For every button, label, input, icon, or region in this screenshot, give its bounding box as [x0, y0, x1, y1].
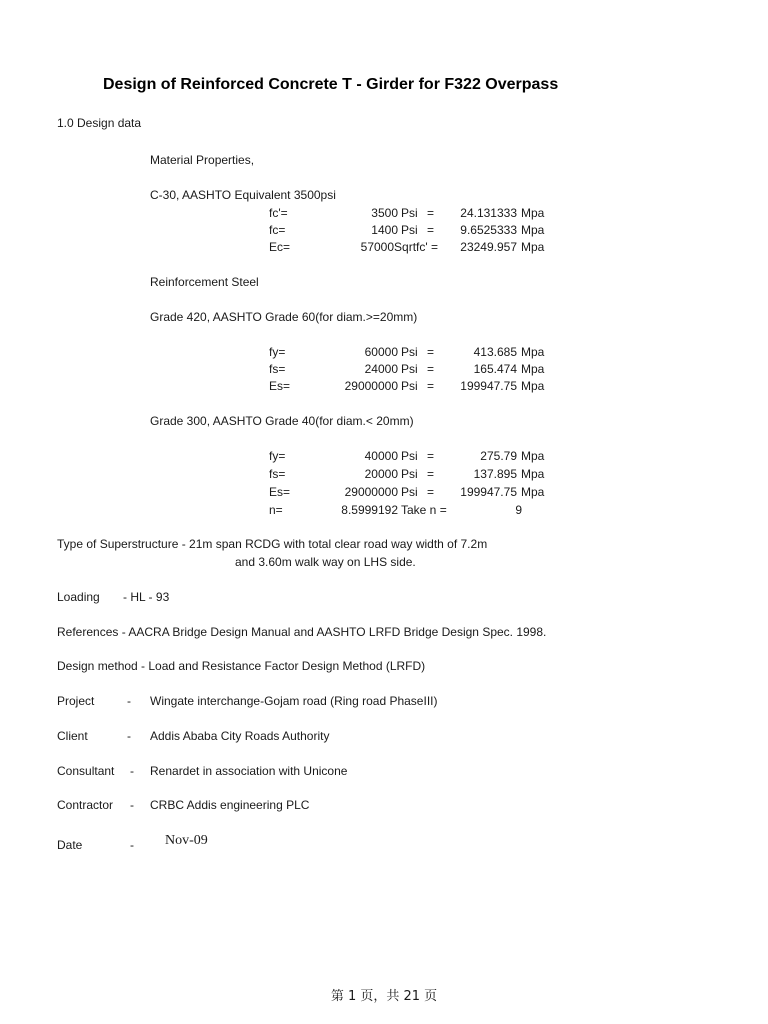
info-value: CRBC Addis engineering PLC	[150, 798, 310, 812]
references: References - AACRA Bridge Design Manual and AASHTO LRFD Bridge Design Spec. 1998.	[57, 625, 547, 639]
row-equals: =	[427, 379, 435, 393]
row-si-value: 199947.75	[460, 379, 517, 393]
row-unit: Psi	[401, 485, 418, 499]
row-si-value: 275.79	[480, 449, 517, 463]
row-si-unit: Mpa	[521, 379, 545, 393]
superstructure-line2: and 3.60m walk way on LHS side.	[235, 555, 416, 569]
info-label: Client	[57, 729, 88, 743]
info-dash: -	[130, 764, 134, 778]
row-unit: Psi	[401, 345, 418, 359]
row-value: 24000	[364, 362, 398, 376]
info-dash: -	[127, 729, 131, 743]
info-label: Contractor	[57, 798, 114, 812]
row-equals: =	[427, 467, 435, 481]
row-label: fc=	[269, 223, 286, 237]
row-si-value: 137.895	[473, 467, 517, 481]
loading-value: - HL - 93	[123, 590, 170, 604]
row-value: 20000	[364, 467, 398, 481]
n-label: n=	[269, 503, 283, 517]
row-si-unit: Mpa	[521, 467, 545, 481]
n-take-label: Take n =	[401, 503, 447, 517]
row-label: fc'=	[269, 206, 288, 220]
page-footer: 第 1 页，共 21 页	[330, 989, 438, 1004]
row-label: fs=	[269, 467, 286, 481]
design-method: Design method - Load and Resistance Factor Design Method (LRFD)	[57, 659, 426, 673]
date-value: Nov-09	[165, 833, 208, 848]
row-equals: =	[427, 223, 435, 237]
row-label: fs=	[269, 362, 286, 376]
info-label: Project	[57, 694, 95, 708]
row-value: 1400	[371, 223, 398, 237]
row-unit: Psi	[401, 206, 418, 220]
n-result: 9	[515, 503, 522, 517]
row-si-value: 24.131333	[460, 206, 517, 220]
date-dash: -	[130, 838, 134, 852]
row-si-unit: Mpa	[521, 362, 545, 376]
row-label: Es=	[269, 485, 291, 499]
row-unit: Psi	[401, 223, 418, 237]
row-value: 3500	[371, 206, 398, 220]
grade420-heading: Grade 420, AASHTO Grade 60(for diam.>=20mm)	[150, 310, 418, 324]
concrete-heading: C-30, AASHTO Equivalent 3500psi	[150, 188, 336, 202]
row-equals: =	[427, 449, 435, 463]
row-si-value: 9.6525333	[460, 223, 517, 237]
row-label: fy=	[269, 345, 286, 359]
row-si-unit: Mpa	[521, 345, 545, 359]
row-si-unit: Mpa	[521, 449, 545, 463]
row-unit: Psi	[401, 362, 418, 376]
row-value: 29000000	[344, 379, 398, 393]
row-label: Ec=	[269, 240, 291, 254]
row-equals: =	[427, 485, 435, 499]
row-si-value: 23249.957	[460, 240, 517, 254]
row-si-value: 413.685	[473, 345, 517, 359]
section-heading: 1.0 Design data	[57, 116, 142, 130]
row-value: 57000Sqrtfc' =	[360, 240, 438, 254]
reinforcement-heading: Reinforcement Steel	[150, 275, 259, 289]
row-value: 40000	[364, 449, 398, 463]
row-si-unit: Mpa	[521, 485, 545, 499]
info-value: Wingate interchange-Gojam road (Ring road PhaseIII)	[150, 694, 438, 708]
row-si-value: 199947.75	[460, 485, 517, 499]
material-heading: Material Properties,	[150, 153, 255, 167]
date-label: Date	[57, 838, 83, 852]
row-unit: Psi	[401, 467, 418, 481]
row-unit: Psi	[401, 449, 418, 463]
grade300-heading: Grade 300, AASHTO Grade 40(for diam.< 20mm)	[150, 414, 414, 428]
info-value: Renardet in association with Unicone	[150, 764, 348, 778]
page-title: Design of Reinforced Concrete T - Girder for F322 Overpass	[103, 76, 559, 93]
n-value: 8.5999192	[341, 503, 398, 517]
info-dash: -	[130, 798, 134, 812]
row-label: fy=	[269, 449, 286, 463]
row-si-unit: Mpa	[521, 206, 545, 220]
row-si-unit: Mpa	[521, 223, 545, 237]
row-equals: =	[427, 206, 435, 220]
row-si-unit: Mpa	[521, 240, 545, 254]
loading-label: Loading	[57, 590, 100, 604]
row-equals: =	[427, 345, 435, 359]
row-equals: =	[427, 362, 435, 376]
row-unit: Psi	[401, 379, 418, 393]
row-si-value: 165.474	[473, 362, 517, 376]
info-value: Addis Ababa City Roads Authority	[150, 729, 330, 743]
row-value: 60000	[364, 345, 398, 359]
row-label: Es=	[269, 379, 291, 393]
row-value: 29000000	[344, 485, 398, 499]
superstructure-line1: Type of Superstructure - 21m span RCDG with total clear road way width of 7.2m	[57, 537, 488, 551]
info-dash: -	[127, 694, 131, 708]
info-label: Consultant	[57, 764, 115, 778]
